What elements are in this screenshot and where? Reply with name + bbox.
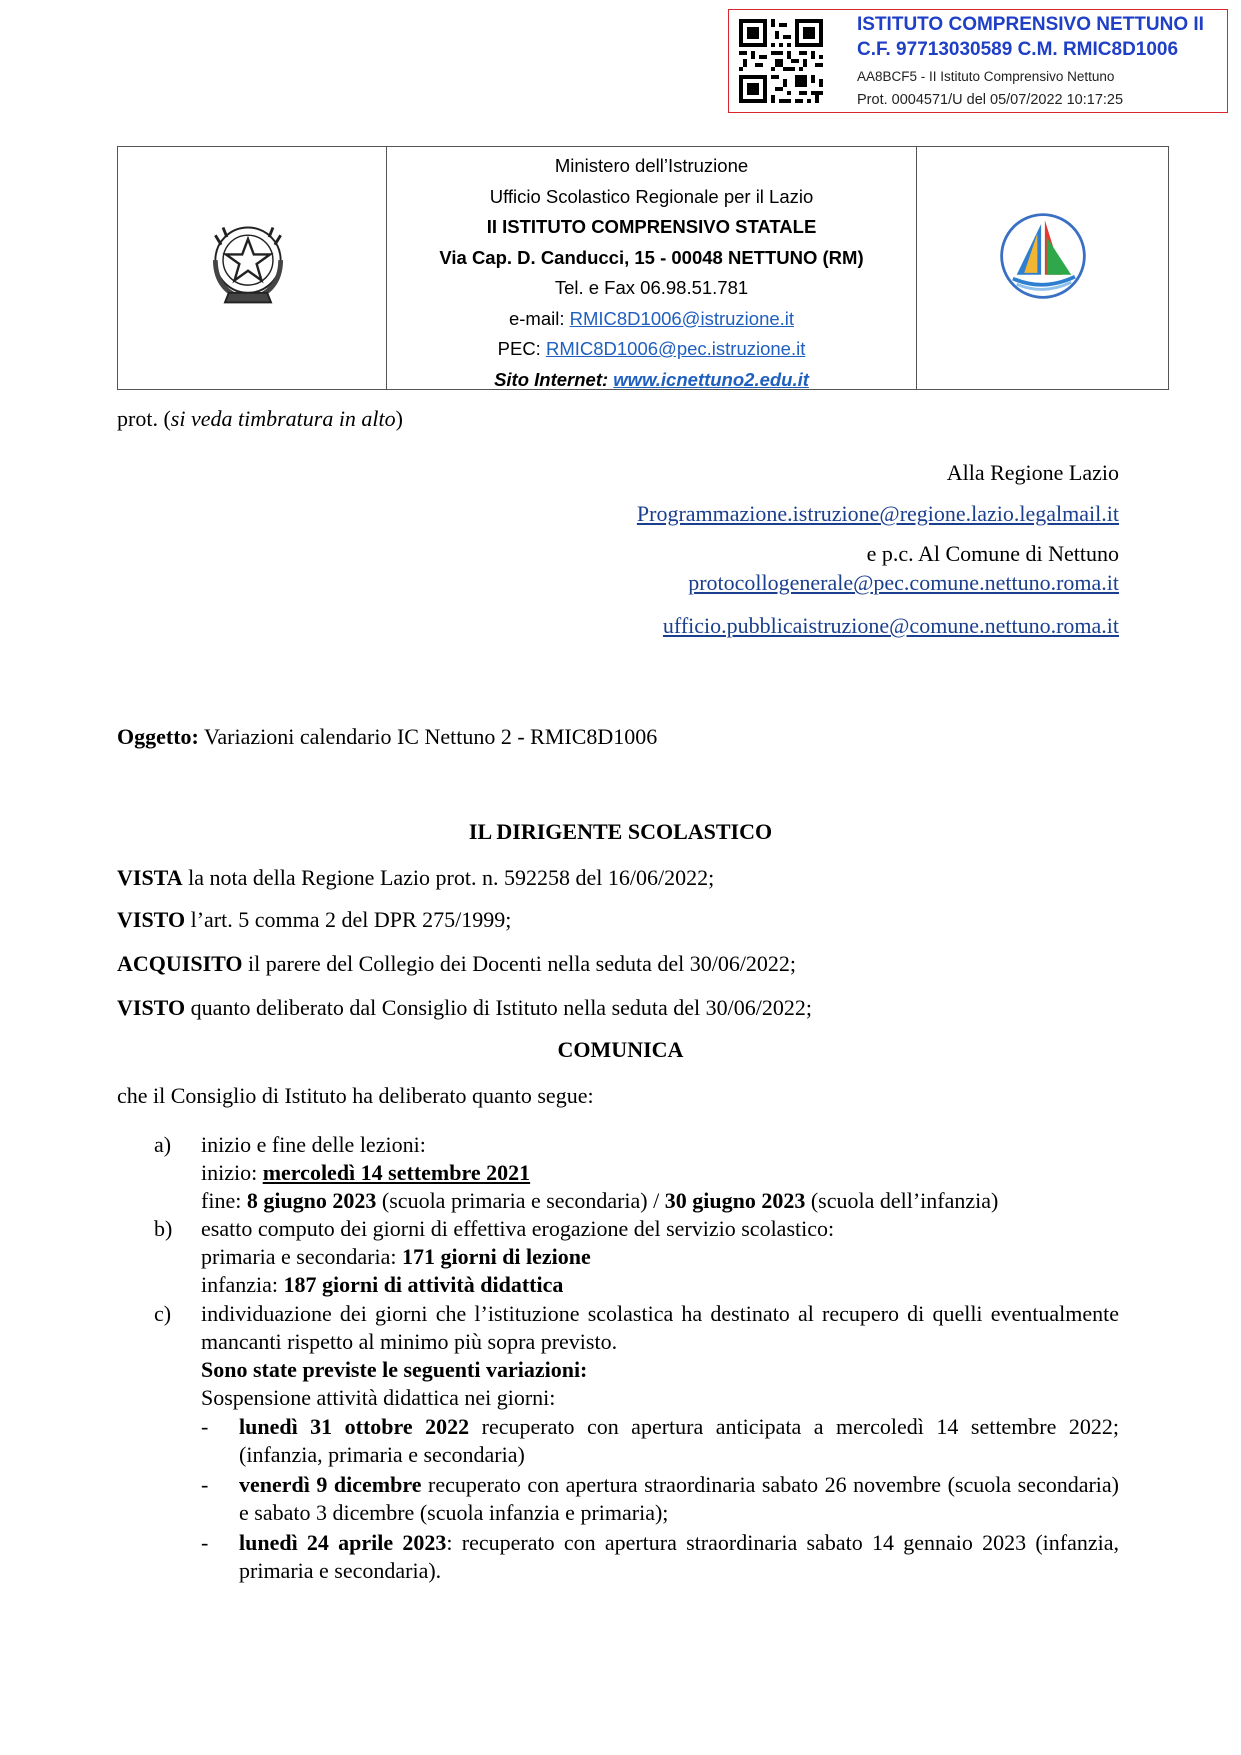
preamble-keyword: VISTA (117, 865, 183, 890)
letterhead-left-cell (118, 147, 387, 389)
document-title: IL DIRIGENTE SCOLASTICO (468, 819, 773, 844)
website-link[interactable]: www.icnettuno2.edu.it (613, 368, 809, 390)
school-logo-icon (996, 209, 1090, 303)
end-label: fine: (201, 1188, 247, 1213)
start-date: mercoledì 14 settembre 2021 (262, 1160, 531, 1185)
end-date-infanzia: 30 giugno 2023 (664, 1188, 806, 1213)
primary-label: primaria e secondaria: (201, 1244, 402, 1269)
preamble-keyword: VISTO (117, 907, 186, 932)
dash-3: - (201, 1530, 209, 1555)
intro-line: che il Consiglio di Istituto ha deliberato quanto segue: (117, 1083, 594, 1108)
variation-1 (239, 1413, 1119, 1469)
qr-code-icon (739, 19, 823, 103)
item-b-primary (201, 1243, 591, 1271)
ministry-name: Ministero dell’Istruzione (554, 155, 749, 176)
website-label: Sito Internet: (494, 368, 614, 390)
school-phone: Tel. e Fax 06.98.51.781 (554, 277, 749, 298)
infanzia-days: 187 giorni di attività didattica (283, 1272, 564, 1297)
end-note-infanzia: (scuola dell’infanzia) (805, 1188, 999, 1213)
variation-3 (239, 1529, 1119, 1585)
preamble-line-3 (117, 950, 796, 978)
item-a-title: inizio e fine delle lezioni: (201, 1132, 426, 1157)
preamble-text: la nota della Regione Lazio prot. n. 592258 del 16/06/2022; (182, 865, 715, 890)
email-line (387, 304, 916, 335)
preamble-line-1 (117, 864, 714, 892)
variation-3-date: lunedì 24 aprile 2023 (239, 1530, 447, 1555)
variation-1-date: lunedì 31 ottobre 2022 (239, 1414, 470, 1439)
preamble-text: il parere del Collegio dei Docenti nella seduta del 30/06/2022; (242, 951, 797, 976)
stamp-aoo: AA8BCF5 - II Istituto Comprensivo Nettuno (857, 69, 1115, 84)
end-note-primary: (scuola primaria e secondaria) / (376, 1188, 665, 1213)
item-b-infanzia (201, 1271, 563, 1299)
item-a-end (201, 1187, 998, 1215)
subject-label: Oggetto: (117, 724, 199, 749)
variation-3-text: : recuperato con apertura straordinaria sabato 14 gennaio 2023 (infanzia, primaria e secondaria). (239, 1530, 1119, 1583)
infanzia-label: infanzia: (201, 1272, 284, 1297)
subject-line (117, 723, 657, 751)
pec-line (387, 334, 916, 365)
item-b-marker: b) (154, 1216, 173, 1241)
email-label: e-mail: (508, 307, 570, 329)
preamble-text: l’art. 5 comma 2 del DPR 275/1999; (185, 907, 512, 932)
recipient-region-email[interactable]: Programmazione.istruzione@regione.lazio.legalmail.it (636, 501, 1119, 526)
italian-republic-emblem-icon (200, 216, 296, 312)
primary-days: 171 giorni di lezione (401, 1244, 591, 1269)
variation-2-text: recuperato con apertura straordinaria sabato 26 novembre (scuola secondaria) e sabato 3 dicembre (scuola infanzia e primaria); (239, 1472, 1120, 1525)
stamp-codes: C.F. 97713030589 C.M. RMIC8D1006 (857, 39, 1179, 60)
regional-office: Ufficio Scolastico Regionale per il Lazio (489, 185, 814, 207)
start-label: inizio: (201, 1160, 263, 1185)
item-b-title: esatto computo dei giorni di effettiva erogazione del servizio scolastico: (201, 1216, 835, 1241)
subject-text: Variazioni calendario IC Nettuno 2 - RMIC8D1006 (198, 724, 658, 749)
school-address: Via Cap. D. Canducci, 15 - 00048 NETTUNO (RM) (439, 246, 864, 268)
protocol-reference (117, 405, 403, 433)
website-line (387, 365, 916, 396)
dash-1: - (201, 1414, 209, 1439)
comunica-heading: COMUNICA (557, 1037, 684, 1062)
preamble-line-2 (117, 906, 511, 934)
preamble-line-4 (117, 994, 812, 1022)
protocol-stamp (728, 9, 1228, 113)
variation-2-date: venerdì 9 dicembre (239, 1472, 422, 1497)
dash-2: - (201, 1472, 209, 1497)
item-c-text: individuazione dei giorni che l’istituzione scolastica ha destinato al recupero di quelli eventualmente mancanti rispetto al minimo più sopra previsto. (201, 1301, 1119, 1354)
recipient-comune-email-2[interactable]: ufficio.pubblicaistruzione@comune.nettuno.roma.it (662, 613, 1119, 638)
end-date-primary: 8 giugno 2023 (246, 1188, 377, 1213)
pec-label: PEC: (497, 338, 546, 359)
recipient-comune-email-1[interactable]: protocollogenerale@pec.comune.nettuno.roma.it (688, 570, 1119, 595)
item-c-marker: c) (154, 1301, 172, 1326)
item-c-suspension-line: Sospensione attività didattica nei giorni: (201, 1385, 556, 1410)
preamble-keyword: VISTO (117, 995, 186, 1020)
recipient-comune: e p.c. Al Comune di Nettuno (866, 541, 1119, 566)
letterhead-center-cell (387, 147, 917, 389)
stamp-protocol-number: Prot. 0004571/U del 05/07/2022 10:17:25 (857, 92, 1124, 108)
item-a-start (201, 1159, 530, 1187)
prot-prefix: prot. ( (117, 406, 171, 431)
item-a-marker: a) (154, 1132, 172, 1157)
email-link[interactable]: RMIC8D1006@istruzione.it (569, 307, 795, 329)
letterhead-table (117, 146, 1169, 390)
preamble-text: quanto deliberato dal Consiglio di Istituto nella seduta del 30/06/2022; (185, 995, 812, 1020)
prot-note: si veda timbratura in alto (170, 406, 396, 431)
item-c-variations-heading: Sono state previste le seguenti variazioni: (201, 1357, 588, 1382)
prot-suffix: ) (395, 406, 403, 431)
stamp-institute: ISTITUTO COMPRENSIVO NETTUNO II (857, 14, 1204, 35)
variation-2 (239, 1471, 1119, 1527)
variation-1-text: recuperato con apertura anticipata a mercoledì 14 settembre 2022; (infanzia, primaria e secondaria) (239, 1414, 1119, 1467)
school-name: II ISTITUTO COMPRENSIVO STATALE (486, 216, 817, 237)
pec-link[interactable]: RMIC8D1006@pec.istruzione.it (545, 338, 806, 359)
preamble-keyword: ACQUISITO (117, 951, 243, 976)
recipient-region: Alla Regione Lazio (946, 460, 1119, 485)
letterhead-right-cell (917, 147, 1168, 389)
